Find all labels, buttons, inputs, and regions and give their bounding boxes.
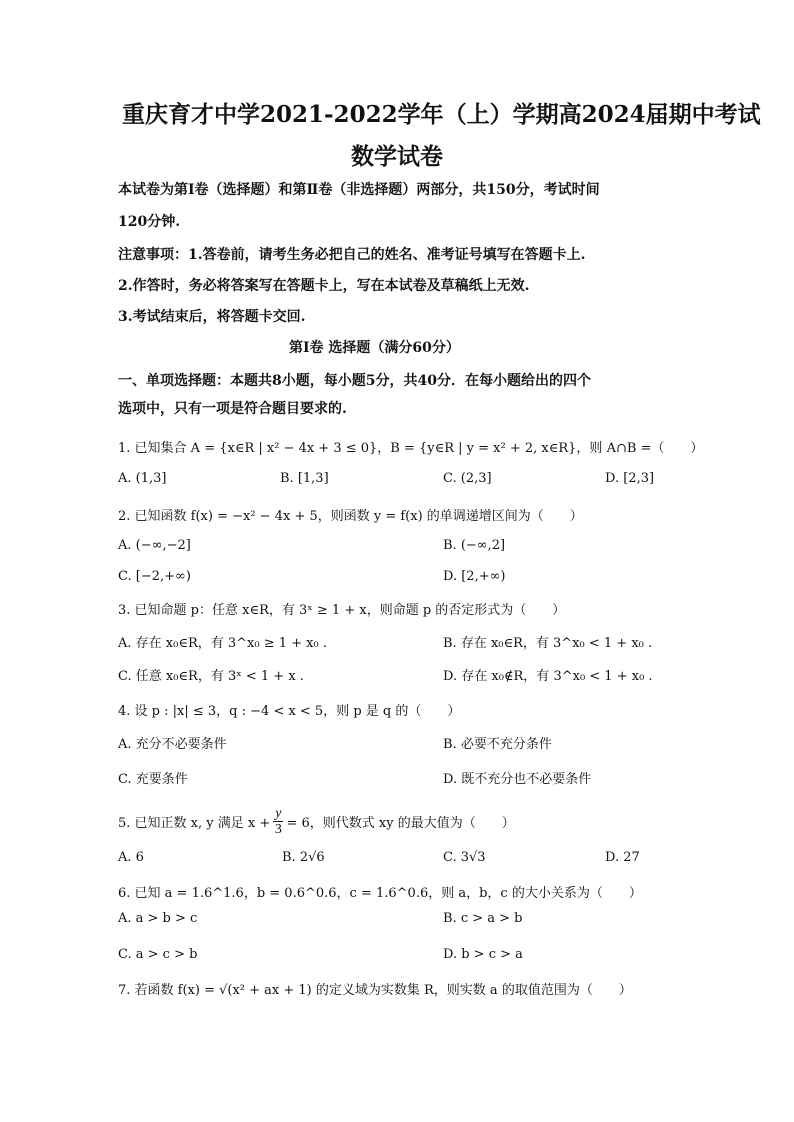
question-2-option-b: B. (−∞,2] [443, 538, 506, 553]
question-1-option-a: A. (1,3] [118, 471, 167, 486]
question-4-option-c: C. 充要条件 [118, 772, 188, 787]
question-2-option-d: D. [2,+∞) [443, 569, 506, 584]
question-5-fraction-denominator: 3 [274, 822, 282, 837]
note-1: 注意事项：1.答卷前，请考生务必把自己的姓名、准考证号填写在答题卡上. [118, 247, 586, 263]
question-5-fraction [273, 806, 283, 837]
part-heading-line-2: 选项中，只有一项是符合题目要求的. [118, 401, 347, 417]
question-4-stem: 4. 设 p : |x| ≤ 3，q : −4 < x < 5，则 p 是 q 的（ ） [118, 704, 461, 719]
part-heading-line-1: 一、单项选择题：本题共8小题，每小题5分，共40分．在每小题给出的四个 [118, 373, 591, 389]
question-5-stem [118, 806, 515, 837]
question-4-option-a: A. 充分不必要条件 [118, 737, 227, 752]
exam-title: 重庆育才中学2021-2022学年（上）学期高2024届期中考试 [122, 101, 761, 128]
question-1-option-c: C. (2,3] [443, 471, 492, 486]
question-4-option-d: D. 既不充分也不必要条件 [443, 772, 592, 787]
question-1-stem: 1. 已知集合 A = {x∈R | x² − 4x + 3 ≤ 0}，B = {y∈R | y = x² + 2, x∈R}，则 A∩B =（ ） [118, 441, 704, 456]
question-5-option-a: A. 6 [118, 850, 144, 865]
intro-line-1: 本试卷为第Ⅰ卷（选择题）和第Ⅱ卷（非选择题）两部分，共150分，考试时间 [118, 182, 600, 198]
exam-subtitle: 数学试卷 [351, 143, 443, 170]
intro-line-2: 120分钟. [118, 214, 181, 230]
question-6-stem: 6. 已知 a = 1.6^1.6，b = 0.6^0.6，c = 1.6^0.6，则 a，b，c 的大小关系为（ ） [118, 886, 642, 901]
question-4-option-b: B. 必要不充分条件 [443, 737, 552, 752]
question-1-option-d: D. [2,3] [605, 471, 655, 486]
question-6-option-d: D. b > c > a [443, 947, 523, 962]
question-3-stem: 3. 已知命题 p：任意 x∈R，有 3ˣ ≥ 1 + x，则命题 p 的否定形式为（ ） [118, 603, 566, 618]
question-2-option-c: C. [−2,+∞) [118, 569, 191, 584]
question-5-option-b: B. 2√6 [282, 850, 325, 865]
question-5-option-c: C. 3√3 [443, 850, 486, 865]
question-3-option-a: A. 存在 x₀∈R，有 3^x₀ ≥ 1 + x₀ . [118, 636, 327, 651]
note-3: 3.考试结束后，将答题卡交回. [118, 309, 306, 325]
question-6-option-a: A. a > b > c [118, 911, 198, 926]
note-2: 2.作答时，务必将答案写在答题卡上，写在本试卷及草稿纸上无效. [118, 278, 530, 294]
question-6-option-b: B. c > a > b [443, 911, 523, 926]
question-5-stem-post: = 6，则代数式 xy 的最大值为（ ） [286, 816, 515, 831]
question-3-option-b: B. 存在 x₀∈R，有 3^x₀ < 1 + x₀ . [443, 636, 653, 651]
question-2-option-a: A. (−∞,−2] [118, 538, 191, 553]
question-5-stem-pre: 5. 已知正数 x, y 满足 x + [118, 816, 271, 831]
question-2-stem: 2. 已知函数 f(x) = −x² − 4x + 5，则函数 y = f(x) 的单调递增区间为（ ） [118, 509, 583, 524]
section-title: 第Ⅰ卷 选择题（满分60分） [289, 340, 460, 356]
question-3-option-c: C. 任意 x₀∈R，有 3ˣ < 1 + x . [118, 669, 304, 684]
question-5-option-d: D. 27 [605, 850, 640, 865]
question-6-option-c: C. a > c > b [118, 947, 198, 962]
question-7-stem: 7. 若函数 f(x) = √(x² + ax + 1) 的定义域为实数集 R，则实数 a 的取值范围为（ ） [118, 983, 632, 998]
question-3-option-d: D. 存在 x₀∉R，有 3^x₀ < 1 + x₀ . [443, 669, 653, 684]
question-1-option-b: B. [1,3] [280, 471, 329, 486]
question-5-fraction-numerator: y [275, 806, 282, 821]
